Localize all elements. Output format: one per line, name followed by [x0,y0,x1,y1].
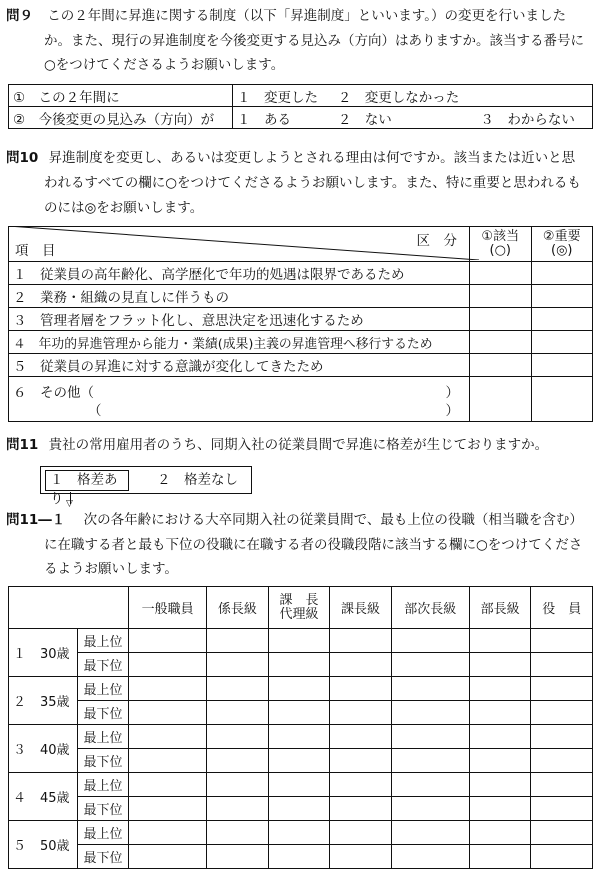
q9-option[interactable]: １ 変更した [233,85,334,107]
q11-1-answer-cell[interactable] [129,701,207,725]
q11-1-answer-cell[interactable] [207,677,269,701]
q10-cell-check[interactable] [470,331,532,354]
q11-1-answer-cell[interactable] [268,677,330,701]
q11-1-answer-cell[interactable] [330,821,392,845]
q11-1-age-label: ３ 40歳 [9,725,78,773]
q11-1-header-row [9,587,593,629]
q11-1-answer-cell[interactable] [469,701,531,725]
q11-1-answer-cell[interactable] [391,725,469,749]
q11-1-bottom-label: 最下位 [78,749,129,773]
q11-1-line2: に在職する者と最も下位の役職に在職する者の役職段階に該当する欄に○をつけてくださ [44,537,583,553]
q9-option[interactable]: ３ わからない [480,107,592,129]
q10-number: 問10 [6,150,39,166]
q11-1-answer-cell[interactable] [469,773,531,797]
q10-other-open2: （ [88,403,102,419]
q10-line3: のには◎をお願いします。 [44,200,204,216]
q9-row-label: ① この２年間に [9,85,233,107]
q11-1-text: 問11―１ 次の各年齢における大卒同期入社の従業員間で、最も上位の役職（相当職を含む） [6,508,583,533]
q11-1-body [9,629,593,869]
q10-row: ３ 管理者層をフラット化し、意思決定を迅速化するため [9,308,593,331]
q11-1-answer-cell[interactable] [207,701,269,725]
q11-arrow-icon: ▽ [66,499,73,509]
q11-1-answer-cell[interactable] [531,821,593,845]
q11-1-row [9,725,593,749]
q10-other-close2: ） [445,403,459,419]
q11-1-answer-cell[interactable] [268,725,330,749]
q11-1-number: 問11―１ [6,512,66,528]
q10-cell-check[interactable] [470,285,532,308]
q11-1-answer-cell[interactable] [391,773,469,797]
q11-1-top-label: 最上位 [78,821,129,845]
q11-text: 問11 貴社の常用雇用者のうち、同期入社の従業員間で昇進に格差が生じておりますか。 [6,433,548,458]
q10-cell-important[interactable] [531,354,593,377]
q10-text: 問10 昇進制度を変更し、あるいは変更しようとされる理由は何ですか。該当または近いと思 [6,146,575,171]
q10-other-input-2[interactable] [107,399,439,415]
q9-option[interactable]: ２ 変更しなかった [334,85,481,107]
q11-1-answer-cell[interactable] [391,629,469,653]
q11-1-answer-cell[interactable] [531,797,593,821]
q11-1-answer-cell[interactable] [268,629,330,653]
q9-option[interactable]: ２ ない [334,107,481,129]
q11-1-answer-cell[interactable] [469,821,531,845]
q11-1-answer-cell[interactable] [330,701,392,725]
q11-1-row [9,821,593,845]
q10-table [8,226,593,422]
q10-row: ２ 業務・組織の見直しに伴うもの [9,285,593,308]
q11-1-answer-cell[interactable] [531,725,593,749]
q11-1-answer-cell[interactable] [330,653,392,677]
q11-1-col-header: 課 長 代理級 [268,587,330,629]
q11-1-answer-cell[interactable] [129,797,207,821]
q11-1-answer-cell[interactable] [330,677,392,701]
q11-options-box [40,466,252,507]
q11-1-answer-cell[interactable] [129,629,207,653]
q11-1-answer-cell[interactable] [268,797,330,821]
q10-row: １ 従業員の高年齢化、高学歴化で年功的処遇は限界であるため [9,262,593,285]
q11-1-answer-cell[interactable] [268,821,330,845]
q11-1-answer-cell[interactable] [129,773,207,797]
q11-1-answer-cell[interactable] [391,701,469,725]
q10-row-other [9,377,593,422]
q10-row: ４ 年功的昇進管理から能力・業績(成果)主義の昇進管理へ移行するため [9,331,593,354]
q11-1-row [9,701,593,725]
q11-1-bottom-label: 最下位 [78,701,129,725]
q9-row-2 [9,107,593,129]
q11-1-col-header: 一般職員 [129,587,207,629]
q11-1-table [8,586,593,869]
q11-option-no[interactable]: ２ 格差なし [157,472,238,488]
q11-1-answer-cell[interactable] [330,845,392,869]
q11-1-answer-cell[interactable] [268,653,330,677]
q11-1-answer-cell[interactable] [391,749,469,773]
q11-1-answer-cell[interactable] [469,749,531,773]
q11-1-answer-cell[interactable] [268,701,330,725]
q11-option-yes[interactable]: １ 格差あり [45,470,129,491]
q11-1-row [9,773,593,797]
q11-1-answer-cell[interactable] [391,821,469,845]
q11-1-answer-cell[interactable] [207,749,269,773]
q11-1-age-label: １ 30歳 [9,629,78,677]
q10-cell-important[interactable] [531,377,593,422]
q10-header-item: 項 目 [15,243,56,259]
q11-1-answer-cell[interactable] [207,653,269,677]
q11-1-answer-cell[interactable] [129,821,207,845]
q11-1-header-corner [9,587,129,629]
q11-1-answer-cell[interactable] [207,773,269,797]
q11-1-row [9,749,593,773]
q10-other-input-1[interactable] [107,381,439,397]
q11-1-answer-cell[interactable] [531,701,593,725]
q9-text: 問９ この２年間に昇進に関する制度（以下「昇進制度」といいます。）の変更を行いました [6,4,566,29]
q10-cell-important[interactable] [531,262,593,285]
q11-1-answer-cell[interactable] [531,677,593,701]
q11-1-row [9,653,593,677]
q11-1-row [9,797,593,821]
q11-1-answer-cell[interactable] [268,845,330,869]
q10-cell-check[interactable] [470,354,532,377]
q11-1-answer-cell[interactable] [330,725,392,749]
q11-1-col-header: 部次長級 [391,587,469,629]
q11-1-col-header: 課長級 [330,587,392,629]
q11-1-answer-cell[interactable] [391,653,469,677]
q10-other-label: ６ その他（ [13,385,94,401]
q10-cell-check[interactable] [470,377,532,422]
q9-option[interactable]: １ ある [233,107,334,129]
q11-1-answer-cell[interactable] [268,773,330,797]
q9-row-label: ② 今後変更の見込み（方向）が [9,107,233,129]
q11-1-answer-cell[interactable] [330,773,392,797]
q9-row-1 [9,85,593,107]
q11-1-age-label: ５ 50歳 [9,821,78,869]
q11-1-answer-cell[interactable] [469,725,531,749]
q10-table-wrap [8,226,593,424]
q11-1-row [9,677,593,701]
q11-1-answer-cell[interactable] [207,725,269,749]
q11-1-age-label: ４ 45歳 [9,773,78,821]
q10-cell-important[interactable] [531,331,593,354]
q11-1-answer-cell[interactable] [129,749,207,773]
q10-header-corner [9,227,470,262]
q11-1-top-label: 最上位 [78,629,129,653]
q10-other-close1: ） [445,385,459,401]
q10-cell-important[interactable] [531,285,593,308]
q10-cell-check[interactable] [470,308,532,331]
q9-table [8,84,593,129]
q11-1-answer-cell[interactable] [531,773,593,797]
q11-1-answer-cell[interactable] [207,629,269,653]
q11-1-answer-cell[interactable] [469,677,531,701]
q11-1-answer-cell[interactable] [268,749,330,773]
q11-1-answer-cell[interactable] [129,845,207,869]
q11-1-answer-cell[interactable] [469,845,531,869]
q11-1-answer-cell[interactable] [469,653,531,677]
q9-line3: ○をつけてくださるようお願いします。 [44,57,285,73]
q9-option[interactable] [480,85,592,107]
q11-1-answer-cell[interactable] [391,845,469,869]
q10-cell-check[interactable] [470,262,532,285]
q11-1-answer-cell[interactable] [129,677,207,701]
q10-cell-important[interactable] [531,308,593,331]
q11-1-row [9,629,593,653]
q11-1-answer-cell[interactable] [129,725,207,749]
q11-1-top-label: 最上位 [78,677,129,701]
q11-1-age-label: ２ 35歳 [9,677,78,725]
q11-1-line3: るようお願いします。 [44,561,178,577]
q10-header-col1: ①該当 (○) [470,227,532,262]
q9-number: 問９ [6,8,33,24]
q11-1-answer-cell[interactable] [207,845,269,869]
q11-1-col-header: 係長級 [207,587,269,629]
q11-1-answer-cell[interactable] [469,629,531,653]
q11-1-row [9,845,593,869]
q11-1-answer-cell[interactable] [207,821,269,845]
q11-1-bottom-label: 最下位 [78,797,129,821]
q11-1-answer-cell[interactable] [207,797,269,821]
q11-1-col-header: 部長級 [469,587,531,629]
q11-1-answer-cell[interactable] [330,629,392,653]
q11-1-answer-cell[interactable] [330,749,392,773]
q10-header-kubun: 区 分 [416,233,457,249]
q11-1-col-header: 役 員 [531,587,593,629]
q11-1-bottom-label: 最下位 [78,845,129,869]
q10-header-col2: ②重要 (◎) [531,227,593,262]
q11-1-answer-cell[interactable] [531,629,593,653]
q10-line2: われるすべての欄に○をつけてくださるようお願いします。また、特に重要と思われるも [44,175,581,191]
q11-1-answer-cell[interactable] [531,845,593,869]
q11-number: 問11 [6,437,39,453]
q11-1-answer-cell[interactable] [330,797,392,821]
q11-1-answer-cell[interactable] [531,749,593,773]
q11-1-answer-cell[interactable] [469,797,531,821]
q11-1-answer-cell[interactable] [391,677,469,701]
q11-1-answer-cell[interactable] [391,797,469,821]
q11-1-answer-cell[interactable] [531,653,593,677]
q11-1-top-label: 最上位 [78,773,129,797]
q11-1-answer-cell[interactable] [129,653,207,677]
q11-1-bottom-label: 最下位 [78,653,129,677]
q10-row: ５ 従業員の昇進に対する意識が変化してきたため [9,354,593,377]
q9-line2: か。また、現行の昇進制度を今後変更する見込み（方向）はありますか。該当する番号に [44,33,584,49]
q11-1-top-label: 最上位 [78,725,129,749]
